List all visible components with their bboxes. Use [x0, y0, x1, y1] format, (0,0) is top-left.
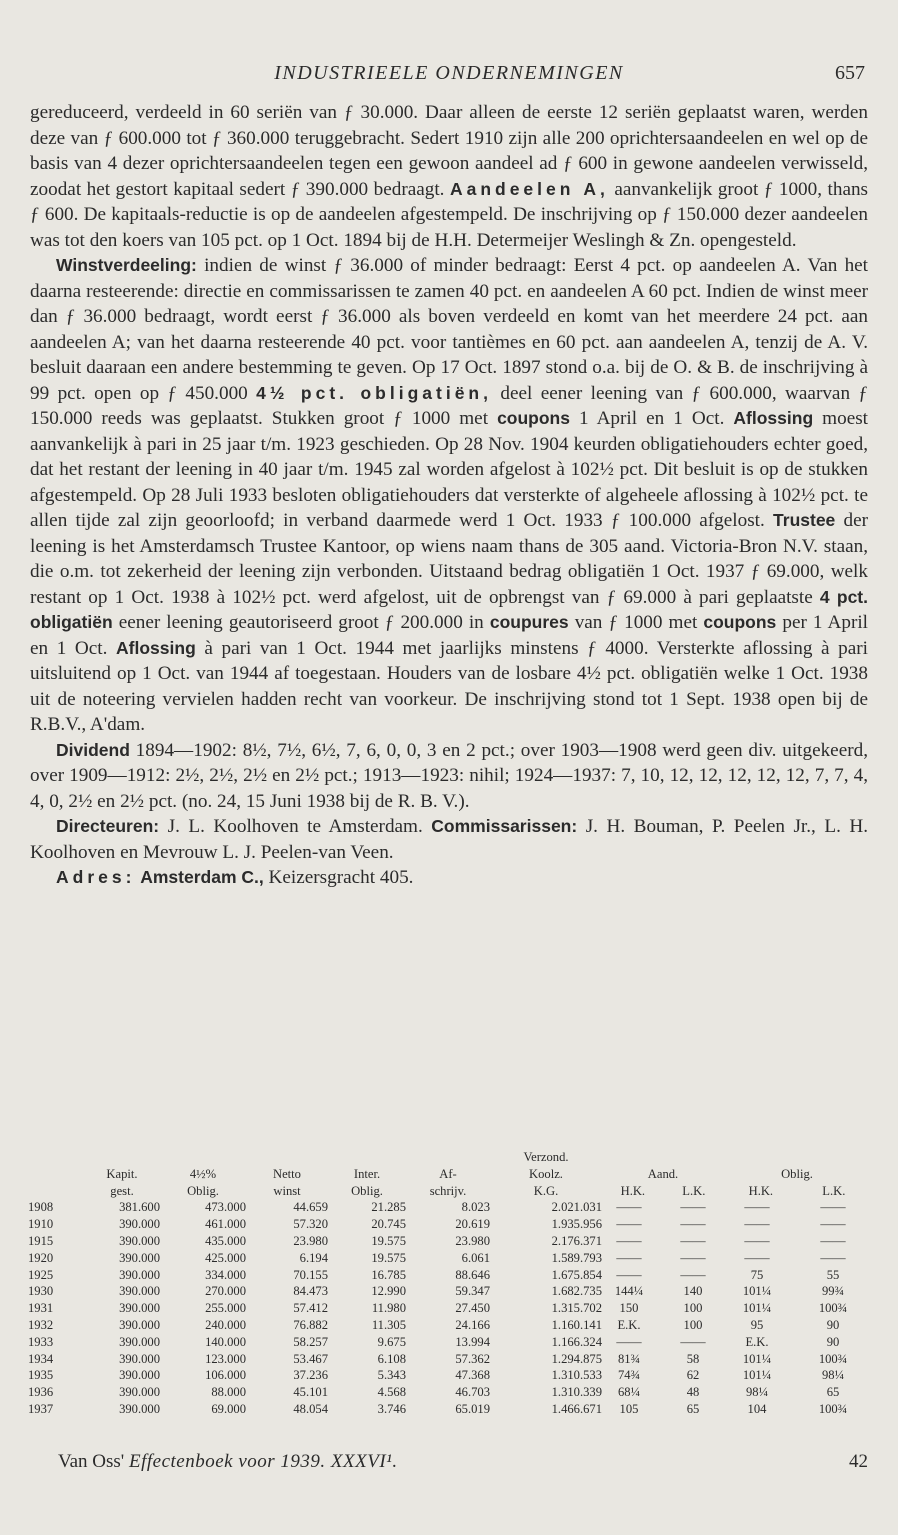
table-cell: 425.000 — [205, 1250, 246, 1265]
table-cell: 65 — [686, 1401, 700, 1416]
table-cell: 104 — [747, 1401, 767, 1416]
col-header-afschr: Af- schrijv. — [429, 1166, 467, 1198]
keyword-directeuren: Directeuren: — [56, 816, 160, 836]
table-cell: 390.000 — [119, 1351, 160, 1366]
table-cell: 62 — [686, 1368, 700, 1383]
table-cell: —— — [820, 1233, 846, 1248]
table-cell: 390.000 — [119, 1401, 160, 1416]
table-cell: 390.000 — [119, 1317, 160, 1332]
table-cell: 20.745 — [371, 1217, 406, 1232]
row-year: 1915 — [28, 1233, 54, 1248]
table-cell: 98¼ — [745, 1385, 769, 1400]
table-cell: 99¾ — [821, 1284, 845, 1299]
row-year: 1936 — [28, 1385, 54, 1400]
table-cell: 21.285 — [371, 1200, 406, 1215]
table-cell: 390.000 — [119, 1267, 160, 1282]
table-cell: 68¼ — [617, 1385, 641, 1400]
table-cell: 58 — [686, 1351, 700, 1366]
row-year: 1925 — [28, 1267, 54, 1282]
table-row — [28, 1401, 870, 1418]
table-cell: —— — [616, 1334, 642, 1349]
keyword-obligatien: 4½ pct. obligatiën, — [256, 382, 492, 403]
table-cell: 37.236 — [293, 1368, 328, 1383]
table-cell: 2.176.371 — [551, 1233, 602, 1248]
table-cell: 4.568 — [377, 1385, 406, 1400]
table-cell: E.K. — [745, 1334, 769, 1349]
table-row — [28, 1233, 870, 1250]
table-cell: 23.980 — [455, 1233, 490, 1248]
table-cell: 74¾ — [617, 1368, 641, 1383]
row-year: 1932 — [28, 1317, 54, 1332]
row-year: 1935 — [28, 1368, 54, 1383]
table-cell: 390.000 — [119, 1385, 160, 1400]
table-cell: 65 — [826, 1385, 840, 1400]
table-cell: 45.101 — [293, 1385, 328, 1400]
table-cell: 46.703 — [455, 1385, 490, 1400]
table-cell: 1.589.793 — [551, 1250, 602, 1265]
table-cell: 11.980 — [371, 1301, 406, 1316]
table-cell: 381.600 — [119, 1200, 160, 1215]
row-year: 1931 — [28, 1301, 54, 1316]
col-header-netto: Netto winst — [273, 1166, 301, 1198]
row-year: 1920 — [28, 1250, 54, 1265]
body-text — [30, 100, 868, 891]
table-cell: 390.000 — [119, 1368, 160, 1383]
table-body — [28, 1199, 870, 1417]
table-row — [28, 1351, 870, 1368]
table-cell: —— — [680, 1267, 706, 1282]
table-cell: —— — [744, 1217, 770, 1232]
table-cell: 1.310.533 — [551, 1368, 602, 1383]
table-cell: 123.000 — [205, 1351, 246, 1366]
paragraph-winstverdeeling: Winstverdeeling: indien de winst ƒ 36.000 of minder bedraagt: Eerst 4 pct. op aandeelen A. Van het daarna resteerende: directie en commissarissen te zamen 40 pct. en aandeelen A 60 pct. Indien de winst meer dan ƒ 36.000 bedraagt, wordt eerst ƒ 36.000 als boven verdeeld en komt van het meerdere 24 pct. aan aandeelen A; van het daarna resteerende 40 pct. voor tantièmes en 60 pct. aan aandeelen A, tenzij de A. V. besluit daaraan een andere bestemming te geven. Op 17 Oct. 1897 stond o.a. bij de O. & B. de inschrijving à 99 pct. open op ƒ 450.000 4½ pct. obligatiën, deel eener leening van ƒ 600.000, waarvan ƒ 150.000 reeds was geplaatst. Stukken groot ƒ 1000 met coupons 1 April en 1 Oct. Aflossing moest aanvankelijk à pari in 25 jaar t/m. 1923 geschieden. Op 28 Nov. 1904 keurden obligatiehouders echter goed, dat het restant der leening in 40 jaar t/m. 1945 zal worden afgelost à 102½ pct. Dit besluit is op de stukken afgestempeld. Op 28 Juli 1933 besloten obligatiehouders dat versterkte of algeheele aflossing à 102½ pct. te allen tijde zal zijn geoorloofd; in verband daarmede werd 1 Oct. 1933 ƒ 100.000 afgelost. Trustee der leening is het Amsterdamsch Trustee Kantoor, op wiens naam thans de 305 aand. Victoria-Bron N.V. staan, die o.m. tot zekerheid der leening zijn verbonden. Uitstaand bedrag obligatiën 1 Oct. 1937 ƒ 69.000, welk restant op 1 Oct. 1938 à 102½ pct. werd afgelost, uit de opbrengst van ƒ 69.000 à pari geplaatste 4 pct. obligatiën eener leening geautoriseerd groot ƒ 200.000 in coupures van ƒ 1000 met coupons per 1 April en 1 Oct. Aflossing à pari van 1 Oct. 1944 met jaarlijks minstens ƒ 4000. Versterkte aflossing à pari uitsluitend op 1 Oct. van 1944 af toegestaan. Houders van de losbare 4½ pct. obligatiën welke 1 Oct. 1938 uit de noteering vervielen hadden recht van voorkeur. De inschrijving stond tot 1 Sept. 1938 open bij de R.B.V., A'dam. — [30, 255, 869, 735]
table-cell: 1.166.324 — [551, 1334, 602, 1349]
row-year: 1937 — [28, 1401, 54, 1416]
keyword-commissarissen: Commissarissen: — [431, 816, 578, 836]
table-cell: 461.000 — [205, 1217, 246, 1232]
table-cell: —— — [680, 1233, 706, 1248]
table-cell: 13.994 — [455, 1334, 490, 1349]
table-cell: —— — [744, 1250, 770, 1265]
table-cell: 150 — [619, 1301, 639, 1316]
keyword-dividend: Dividend — [56, 739, 130, 760]
table-cell: 473.000 — [205, 1200, 246, 1215]
table-cell: —— — [616, 1250, 642, 1265]
table-cell: 390.000 — [119, 1217, 160, 1232]
table-cell: —— — [616, 1233, 642, 1248]
table-row — [28, 1216, 870, 1233]
keyword-aflossing-2: Aflossing — [116, 637, 196, 658]
table-cell: 1.315.702 — [551, 1301, 602, 1316]
keyword-aflossing: Aflossing — [733, 408, 814, 428]
table-cell: 16.785 — [371, 1267, 406, 1282]
table-cell: —— — [744, 1200, 770, 1215]
table-cell: 6.108 — [377, 1351, 406, 1366]
page-number: 657 — [835, 62, 865, 84]
row-year: 1930 — [28, 1284, 54, 1299]
table-cell: 6.194 — [299, 1250, 328, 1265]
table-cell: 98¼ — [821, 1368, 845, 1383]
table-cell: 101¼ — [742, 1351, 772, 1366]
table-cell: 100¾ — [818, 1351, 848, 1366]
col-header-oblig: 4½% Oblig. — [187, 1166, 219, 1198]
table-cell: 12.990 — [371, 1284, 406, 1299]
table-cell: 106.000 — [205, 1368, 246, 1383]
table-cell: 81¾ — [617, 1351, 641, 1366]
keyword-winstverdeeling: Winstverdeeling: — [56, 255, 197, 275]
keyword-trustee: Trustee — [773, 510, 836, 530]
table-cell: 390.000 — [119, 1250, 160, 1265]
running-header — [30, 62, 868, 86]
table-cell: —— — [820, 1250, 846, 1265]
col-header-verzond: Verzond. Koolz. K.G. — [523, 1150, 569, 1198]
paragraph-directie: Directeuren: J. L. Koolhoven te Amsterdam. Commissarissen: J. H. Bouman, P. Peelen Jr., L. H. Koolhoven en Mevrouw L. J. Peelen-van Veen. — [30, 816, 869, 863]
table-cell: 9.675 — [377, 1334, 406, 1349]
table-row — [28, 1300, 870, 1317]
table-cell: —— — [680, 1334, 706, 1349]
table-cell: 100¾ — [818, 1301, 848, 1316]
table-cell: E.K. — [617, 1317, 641, 1332]
table-cell: 84.473 — [293, 1284, 328, 1299]
col-header-inter: Inter. Oblig. — [351, 1166, 383, 1198]
table-cell: 76.882 — [293, 1317, 328, 1332]
footer — [58, 1451, 868, 1475]
table-cell: 88.000 — [211, 1385, 246, 1400]
table-cell: 100 — [683, 1301, 703, 1316]
table-cell: 390.000 — [119, 1233, 160, 1248]
table-cell: 75 — [750, 1267, 764, 1282]
table-cell: 48 — [686, 1385, 700, 1400]
table-cell: 48.054 — [293, 1401, 328, 1416]
table-cell: 8.023 — [461, 1200, 490, 1215]
table-cell: 1.466.671 — [551, 1401, 602, 1416]
table-cell: 19.575 — [371, 1250, 406, 1265]
row-year: 1910 — [28, 1217, 54, 1232]
keyword-coupons: coupons — [497, 408, 570, 428]
table-cell: —— — [680, 1250, 706, 1265]
table-cell: 2.021.031 — [551, 1200, 602, 1215]
table-cell: 390.000 — [119, 1284, 160, 1299]
row-year: 1934 — [28, 1351, 54, 1366]
table-cell: —— — [680, 1200, 706, 1215]
table-cell: 3.746 — [377, 1401, 406, 1416]
table-cell: 1.935.956 — [551, 1217, 602, 1232]
row-year: 1933 — [28, 1334, 54, 1349]
table-cell: 55 — [826, 1267, 840, 1282]
keyword-amsterdam: Amsterdam C., — [140, 867, 264, 887]
table-cell: 101¼ — [742, 1368, 772, 1383]
table-cell: —— — [680, 1217, 706, 1232]
table-cell: —— — [820, 1217, 846, 1232]
table-cell: —— — [820, 1200, 846, 1215]
table-cell: —— — [616, 1217, 642, 1232]
table-cell: 88.646 — [455, 1267, 490, 1282]
sheet-number: 42 — [849, 1451, 868, 1472]
table-cell: 1.310.339 — [551, 1385, 602, 1400]
table-cell: 1.682.735 — [551, 1284, 602, 1299]
table-cell: 140.000 — [205, 1334, 246, 1349]
table-cell: 70.155 — [293, 1267, 328, 1282]
table-cell: 53.467 — [293, 1351, 328, 1366]
table-cell: 140 — [683, 1284, 703, 1299]
table-cell: 19.575 — [371, 1233, 406, 1248]
keyword-coupures: coupures — [489, 612, 569, 632]
table-cell: 255.000 — [205, 1301, 246, 1316]
table-cell: 58.257 — [293, 1334, 328, 1349]
table-cell: 105 — [619, 1401, 639, 1416]
table-cell: 1.675.854 — [551, 1267, 602, 1282]
table-row — [28, 1317, 870, 1334]
table-cell: 144¼ — [614, 1284, 644, 1299]
paragraph-capital: gereduceerd, verdeeld in 60 seriën van ƒ 30.000. Daar alleen de eerste 12 seriën geplaatst waren, werden deze van ƒ 600.000 tot ƒ 360.000 teruggebracht. Sedert 1910 zijn alle 200 oprichtersaandeelen en wel op de basis van 4 dezer oprichtersaandeelen tegen een gewoon aandeel ad ƒ 600 in gewone aandeelen verwisseld, zoodat het gestort kapitaal sedert ƒ 390.000 bedraagt. Aandeelen A, aanvankelijk groot ƒ 1000, thans ƒ 600. De kapitaals-reductie is op de aandeelen afgestempeld. De inschrijving op ƒ 150.000 dezer aandeelen was tot den koers van 105 pct. op 1 Oct. 1894 bij de H.H. Determeijer Weslingh & Zn. opengesteld. — [30, 102, 869, 251]
table-cell: 1.294.875 — [551, 1351, 602, 1366]
table-cell: 20.619 — [455, 1217, 490, 1232]
table-cell: 435.000 — [205, 1233, 246, 1248]
table-cell: 101¼ — [742, 1301, 772, 1316]
paragraph-dividend: Dividend 1894—1902: 8½, 7½, 6½, 7, 6, 0, 0, 3 en 2 pct.; over 1903—1908 werd geen div. uitgekeerd, over 1909—1912: 2½, 2½, 2½ en 2½ pct.; 1913—1923: nihil; 1924—1937: 7, 10, 12, 12, 12, 12, 12, 7, 7, 4, 4, 0, 2½ en 2½ pct. (no. 24, 15 Juni 1938 bij de R. B. V.). — [30, 739, 868, 812]
table-cell: —— — [744, 1233, 770, 1248]
keyword-adres: Adres: — [56, 867, 136, 887]
col-header-obl: Oblig. H.K. L.K. — [748, 1166, 846, 1198]
table-row — [28, 1199, 870, 1216]
table-cell: 57.362 — [455, 1351, 490, 1366]
table-cell: 27.450 — [455, 1301, 490, 1316]
table-row — [28, 1267, 870, 1284]
keyword-4pct-obligatien: 4 pct. obligatiën — [30, 586, 868, 632]
paragraph-adres: Adres: Amsterdam C., Keizersgracht 405. — [56, 867, 414, 888]
table-row — [28, 1250, 870, 1267]
table-row — [28, 1367, 870, 1384]
keyword-aandeelen-a: Aandeelen A, — [449, 178, 609, 199]
table-cell: —— — [616, 1267, 642, 1282]
statistics-table — [28, 1149, 870, 1418]
table-cell: 5.343 — [377, 1368, 406, 1383]
table-cell: 6.061 — [461, 1250, 490, 1265]
table-cell: 23.980 — [293, 1233, 328, 1248]
col-header-kapit: Kapit. gest. — [106, 1166, 138, 1198]
table-cell: 65.019 — [455, 1401, 490, 1416]
table-cell: 390.000 — [119, 1334, 160, 1349]
table-cell: 1.160.141 — [551, 1317, 602, 1332]
table-cell: 47.368 — [455, 1368, 490, 1383]
table-row — [28, 1384, 870, 1401]
col-header-aand: Aand. H.K. L.K. — [620, 1166, 706, 1198]
table-cell: 101¼ — [742, 1284, 772, 1299]
table-cell: —— — [616, 1200, 642, 1215]
table-cell: 57.320 — [293, 1217, 328, 1232]
section-title: INDUSTRIEELE ONDERNEMINGEN — [274, 62, 624, 84]
table-cell: 24.166 — [455, 1317, 490, 1332]
table-cell: 100 — [683, 1317, 703, 1332]
footer-source: Van Oss' Effectenboek voor 1939. XXXVI¹. — [58, 1451, 398, 1472]
table-row — [28, 1283, 870, 1300]
table-cell: 90 — [826, 1317, 840, 1332]
table-cell: 44.659 — [293, 1200, 328, 1215]
table-row — [28, 1334, 870, 1351]
table-cell: 11.305 — [371, 1317, 406, 1332]
table-cell: 95 — [750, 1317, 764, 1332]
table-cell: 57.412 — [293, 1301, 328, 1316]
row-year: 1908 — [28, 1200, 54, 1215]
table-cell: 90 — [826, 1334, 840, 1349]
table-cell: 334.000 — [205, 1267, 246, 1282]
table-cell: 270.000 — [205, 1284, 246, 1299]
table-cell: 240.000 — [205, 1317, 246, 1332]
table-cell: 59.347 — [455, 1284, 490, 1299]
table-cell: 390.000 — [119, 1301, 160, 1316]
table-cell: 100¾ — [818, 1401, 848, 1416]
table-cell: 69.000 — [211, 1401, 246, 1416]
keyword-coupons-2: coupons — [703, 612, 777, 632]
